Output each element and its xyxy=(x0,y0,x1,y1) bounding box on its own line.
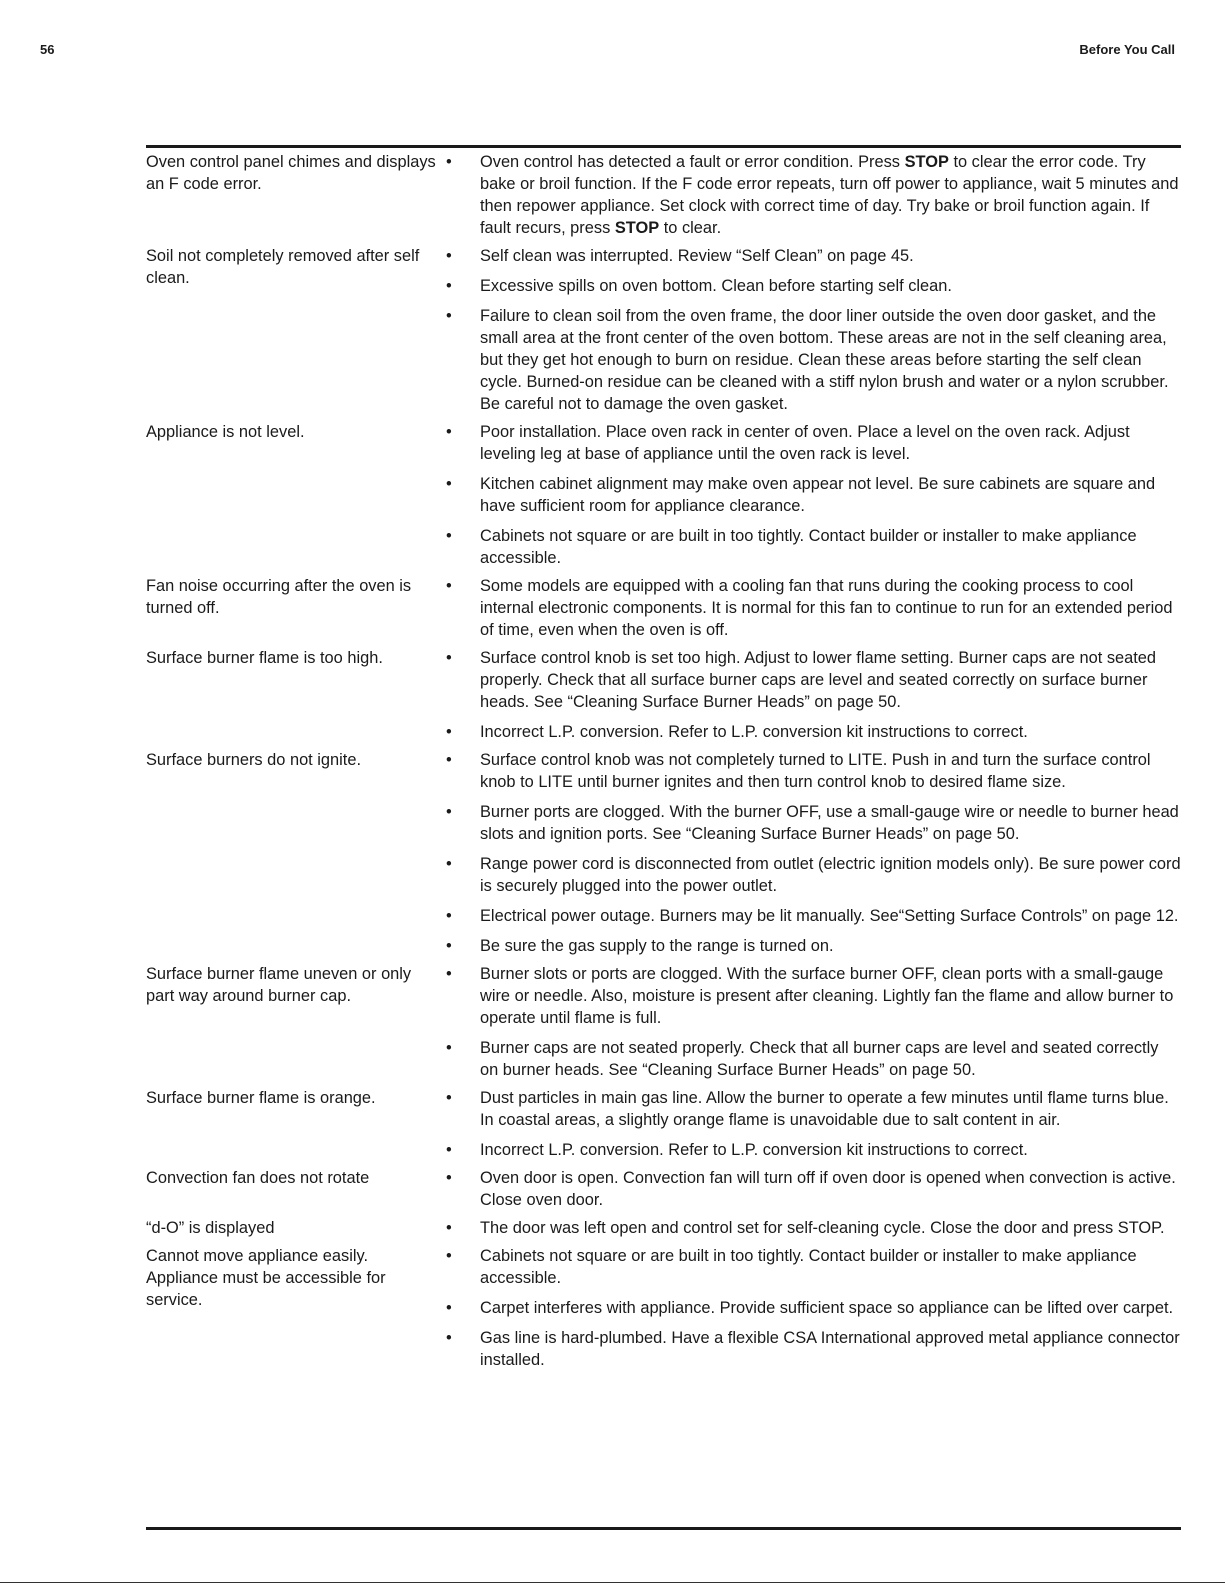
problem-text: Appliance is not level. xyxy=(146,423,305,441)
cause-text xyxy=(480,853,1181,897)
cause-text-segment: Incorrect L.P. conversion. Refer to L.P. conversion kit instructions to correct. xyxy=(480,1141,1028,1159)
bullet-icon: • xyxy=(446,1219,452,1237)
problem-text: Fan noise occurring after the oven is turned off. xyxy=(146,577,412,617)
bold-keyword: STOP xyxy=(614,219,660,237)
cause-text-segment: Cabinets not square or are built in too tightly. Contact builder or installer to make appliance accessible. xyxy=(480,527,1137,567)
cause-text-segment: Be sure the gas supply to the range is turned on. xyxy=(480,937,834,955)
cause-text xyxy=(480,1037,1181,1081)
cause-text xyxy=(480,1139,1181,1161)
cause-text xyxy=(480,721,1181,743)
cause-list xyxy=(446,1245,1181,1371)
cause-text-segment: Oven door is open. Convection fan will turn off if oven door is opened when convection is active. Close oven door. xyxy=(480,1169,1176,1209)
troubleshooting-row xyxy=(146,421,1181,569)
bullet-icon: • xyxy=(446,527,452,545)
cause-list xyxy=(446,421,1181,569)
cause-text xyxy=(480,935,1181,957)
cause-text-segment: Burner caps are not seated properly. Check that all burner caps are level and seated correctly on burner heads. See “Cleaning Surface Burner Heads” on page 50. xyxy=(480,1039,1159,1079)
cause-text xyxy=(480,525,1181,569)
bullet-icon: • xyxy=(446,803,452,821)
cause-list xyxy=(446,151,1181,239)
cause-item xyxy=(446,853,1181,897)
bullet-icon: • xyxy=(446,937,452,955)
cause-text-segment: Kitchen cabinet alignment may make oven appear not level. Be sure cabinets are square and have sufficient room for appliance clearance. xyxy=(480,475,1156,515)
cause-text xyxy=(480,421,1181,465)
cause-text xyxy=(480,305,1181,415)
problem-text: Oven control panel chimes and displays an F code error. xyxy=(146,153,436,193)
cause-text-segment: to clear the error code. Try bake or broil function. If the F code error repeats, turn off power to appliance, wait 5 minutes and then repower appliance. Set clock with correct time of day. Try bake or broil function again. If fault recurs, press xyxy=(480,153,1179,237)
cause-text-segment: Carpet interferes with appliance. Provide sufficient space so appliance can be lifted over carpet. xyxy=(480,1299,1174,1317)
cause-text xyxy=(480,1245,1181,1289)
cause-item xyxy=(446,525,1181,569)
cause-list xyxy=(446,647,1181,743)
cause-text xyxy=(480,151,1181,239)
table-bottom-rule xyxy=(146,1527,1181,1530)
cause-text-segment: Surface control knob was not completely turned to LITE. Push in and turn the surface control knob to LITE until burner ignites and then turn control knob to desired flame size. xyxy=(480,751,1151,791)
cause-text-segment: Gas line is hard-plumbed. Have a flexible CSA International approved metal appliance connector installed. xyxy=(480,1329,1180,1369)
troubleshooting-row xyxy=(146,749,1181,957)
cause-list xyxy=(446,1087,1181,1161)
bullet-icon: • xyxy=(446,1299,452,1317)
troubleshooting-row xyxy=(146,575,1181,641)
cause-list xyxy=(446,1217,1181,1239)
cause-text xyxy=(480,1327,1181,1371)
cause-text-segment: Burner ports are clogged. With the burner OFF, use a small-gauge wire or needle to burner head slots and ignition ports. See “Cleaning Surface Burner Heads” on page 50. xyxy=(480,803,1179,843)
troubleshooting-row xyxy=(146,647,1181,743)
bullet-icon: • xyxy=(446,577,452,595)
troubleshooting-row xyxy=(146,151,1181,239)
cause-item xyxy=(446,935,1181,957)
problem-text: “d-O” is displayed xyxy=(146,1219,275,1237)
cause-item xyxy=(446,575,1181,641)
cause-text xyxy=(480,1167,1181,1211)
cause-text-segment: Surface control knob is set too high. Adjust to lower flame setting. Burner caps are not seated properly. Check that all surface burner caps are level and seated correctly on surface burner heads. See “Cleaning Surface Burner Heads” on page 50. xyxy=(480,649,1157,711)
bullet-icon: • xyxy=(446,1141,452,1159)
cause-item xyxy=(446,275,1181,297)
cause-item xyxy=(446,1087,1181,1131)
bullet-icon: • xyxy=(446,475,452,493)
cause-text-segment: Range power cord is disconnected from outlet (electric ignition models only). Be sure power cord is securely plugged into the power outlet. xyxy=(480,855,1181,895)
cause-item xyxy=(446,1037,1181,1081)
cause-text xyxy=(480,1087,1181,1131)
problem-text: Surface burner flame is orange. xyxy=(146,1089,376,1107)
bullet-icon: • xyxy=(446,247,452,265)
cause-list xyxy=(446,575,1181,641)
cause-text xyxy=(480,905,1181,927)
cause-text-segment: to clear. xyxy=(659,219,722,237)
bullet-icon: • xyxy=(446,751,452,769)
cause-text xyxy=(480,1297,1181,1319)
cause-list xyxy=(446,245,1181,415)
bullet-icon: • xyxy=(446,855,452,873)
cause-item xyxy=(446,1297,1181,1319)
troubleshooting-row xyxy=(146,1167,1181,1211)
problem-text: Surface burner flame is too high. xyxy=(146,649,383,667)
cause-text-segment: The door was left open and control set for self-cleaning cycle. Close the door and press STOP. xyxy=(480,1219,1165,1237)
cause-item xyxy=(446,905,1181,927)
cause-text xyxy=(480,473,1181,517)
cause-list xyxy=(446,1167,1181,1211)
cause-item xyxy=(446,245,1181,267)
cause-item xyxy=(446,1327,1181,1371)
cause-text-segment: Poor installation. Place oven rack in center of oven. Place a level on the oven rack. Adjust leveling leg at base of appliance until the oven rack is level. xyxy=(480,423,1130,463)
cause-item xyxy=(446,1217,1181,1239)
bullet-icon: • xyxy=(446,307,452,325)
page-edge-line xyxy=(0,1582,1225,1583)
cause-item xyxy=(446,1167,1181,1211)
troubleshooting-row xyxy=(146,1217,1181,1239)
cause-text-segment: Excessive spills on oven bottom. Clean before starting self clean. xyxy=(480,277,952,295)
cause-text xyxy=(480,1217,1181,1239)
cause-text-segment: Oven control has detected a fault or error condition. Press xyxy=(480,153,905,171)
cause-text xyxy=(480,749,1181,793)
bullet-icon: • xyxy=(446,423,452,441)
problem-text: Convection fan does not rotate xyxy=(146,1169,370,1187)
cause-text xyxy=(480,245,1181,267)
section-title: Before You Call xyxy=(1079,42,1175,57)
bold-keyword: STOP xyxy=(904,153,949,171)
cause-text-segment: Burner slots or ports are clogged. With the surface burner OFF, clean ports with a small-gauge wire or needle. Also, moisture is present after cleaning. Lightly fan the flame and allow burner to operate until flame is full. xyxy=(480,965,1174,1027)
bullet-icon: • xyxy=(446,1089,452,1107)
cause-item xyxy=(446,963,1181,1029)
problem-text: Surface burners do not ignite. xyxy=(146,751,362,769)
bullet-icon: • xyxy=(446,1329,452,1347)
cause-item xyxy=(446,473,1181,517)
bullet-icon: • xyxy=(446,1247,452,1265)
cause-list xyxy=(446,963,1181,1081)
cause-text-segment: Failure to clean soil from the oven frame, the door liner outside the oven door gasket, and the small area at the front center of the oven bottom. These areas are not in the self cleaning area, but they get hot enough to burn on residue. Clean these areas before starting the self clean cycle. Burned-on residue can be cleaned with a stiff nylon brush and water or a nylon scrubber. Be careful not to damage the oven gasket. xyxy=(480,307,1169,413)
troubleshooting-row xyxy=(146,245,1181,415)
bullet-icon: • xyxy=(446,1039,452,1057)
cause-text-segment: Incorrect L.P. conversion. Refer to L.P. conversion kit instructions to correct. xyxy=(480,723,1028,741)
cause-text xyxy=(480,801,1181,845)
troubleshooting-table xyxy=(146,151,1181,1377)
cause-item xyxy=(446,1245,1181,1289)
troubleshooting-row xyxy=(146,1245,1181,1371)
cause-text-segment: Self clean was interrupted. Review “Self Clean” on page 45. xyxy=(480,247,914,265)
bullet-icon: • xyxy=(446,153,452,171)
cause-list xyxy=(446,749,1181,957)
cause-item xyxy=(446,721,1181,743)
bullet-icon: • xyxy=(446,649,452,667)
problem-text: Cannot move appliance easily. Appliance must be accessible for service. xyxy=(146,1247,386,1309)
cause-text xyxy=(480,575,1181,641)
table-top-rule xyxy=(146,145,1181,148)
cause-item xyxy=(446,151,1181,239)
bullet-icon: • xyxy=(446,965,452,983)
cause-text xyxy=(480,963,1181,1029)
bullet-icon: • xyxy=(446,277,452,295)
cause-text-segment: Some models are equipped with a cooling fan that runs during the cooking process to cool internal electronic components. It is normal for this fan to continue to run for an extended period of time, even when the oven is off. xyxy=(480,577,1173,639)
cause-item xyxy=(446,305,1181,415)
bullet-icon: • xyxy=(446,907,452,925)
bullet-icon: • xyxy=(446,1169,452,1187)
cause-item xyxy=(446,1139,1181,1161)
cause-item xyxy=(446,421,1181,465)
troubleshooting-row xyxy=(146,963,1181,1081)
cause-item xyxy=(446,647,1181,713)
cause-text-segment: Electrical power outage. Burners may be lit manually. See“Setting Surface Controls” on page 12. xyxy=(480,907,1179,925)
problem-text: Surface burner flame uneven or only part way around burner cap. xyxy=(146,965,412,1005)
cause-text xyxy=(480,647,1181,713)
cause-text-segment: Cabinets not square or are built in too tightly. Contact builder or installer to make appliance accessible. xyxy=(480,1247,1137,1287)
bullet-icon: • xyxy=(446,723,452,741)
cause-text-segment: Dust particles in main gas line. Allow the burner to operate a few minutes until flame turns blue. In coastal areas, a slightly orange flame is unavoidable due to salt content in air. xyxy=(480,1089,1169,1129)
page-number: 56 xyxy=(40,42,55,57)
problem-text: Soil not completely removed after self clean. xyxy=(146,247,420,287)
cause-item xyxy=(446,749,1181,793)
cause-text xyxy=(480,275,1181,297)
troubleshooting-row xyxy=(146,1087,1181,1161)
cause-item xyxy=(446,801,1181,845)
